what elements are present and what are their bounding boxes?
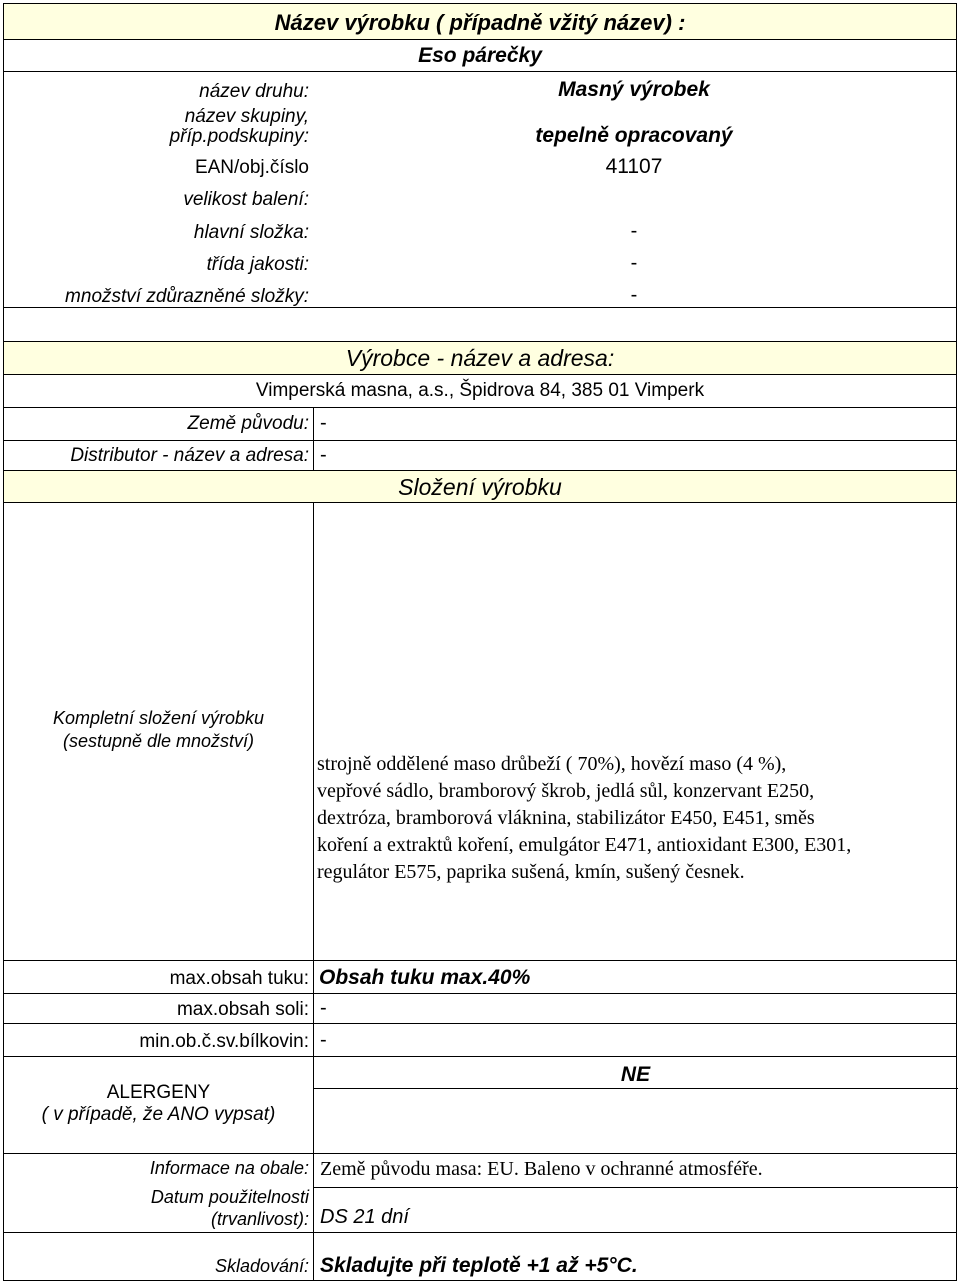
title-row — [3, 3, 957, 40]
fat-row — [3, 961, 957, 994]
composition-line: strojně oddělené maso drůbeží ( 70%), hovězí maso (4 %), — [317, 753, 787, 775]
composition-title: Složení výrobku — [398, 474, 562, 500]
spacer-row — [3, 308, 957, 342]
composition-text — [317, 751, 851, 886]
package-label: velikost balení: — [183, 189, 309, 210]
protein-row — [3, 1024, 957, 1057]
info-block — [3, 72, 957, 308]
distributor-label: Distributor - název a adresa: — [70, 445, 309, 466]
date-label-1: Datum použitelnosti — [150, 1187, 309, 1207]
emphasis-value: - — [630, 284, 638, 306]
main-component-label: hlavní složka: — [193, 222, 309, 243]
type-label: název druhu: — [199, 81, 309, 102]
info-label: Informace na obale: — [149, 1158, 309, 1178]
product-name: Eso párečky — [418, 44, 542, 67]
group-label-2: příp.podskupiny: — [169, 126, 309, 147]
salt-row — [3, 994, 957, 1024]
composition-line: dextróza, bramborová vláknina, stabilizátor E450, E451, směs — [317, 807, 815, 829]
producer-title-row — [3, 342, 957, 375]
info-value: Země původu masa: EU. Baleno v ochranné atmosféře. — [320, 1158, 763, 1180]
allergens-label-1: ALERGENY — [106, 1082, 211, 1103]
distributor-row — [3, 441, 957, 471]
ean-label: EAN/obj.číslo — [194, 157, 309, 178]
salt-value: - — [320, 997, 327, 1019]
origin-value: - — [320, 412, 327, 434]
quality-label: třída jakosti: — [206, 254, 309, 275]
quality-value: - — [630, 252, 638, 274]
main-component-value: - — [630, 220, 638, 242]
composition-line: regulátor E575, paprika sušená, kmín, sušený česnek. — [317, 861, 745, 883]
info-row — [3, 1154, 957, 1187]
salt-label: max.obsah soli: — [176, 999, 309, 1020]
emphasis-label: množství zdůrazněné složky: — [65, 286, 309, 307]
composition-title-row — [3, 471, 957, 503]
type-value: Masný výrobek — [558, 78, 710, 101]
date-label-2: (trvanlivost): — [210, 1209, 309, 1229]
composition-line: vepřové sádlo, bramborový škrob, jedlá sůl, konzervant E250, — [317, 780, 815, 802]
protein-value: - — [320, 1029, 327, 1051]
producer-title: Výrobce - název a adresa: — [345, 345, 615, 371]
producer-address: Vimperská masna, a.s., Špidrova 84, 385 01 Vimperk — [255, 380, 705, 401]
date-value: DS 21 dní — [320, 1206, 409, 1228]
protein-label: min.ob.č.sv.bílkovin: — [139, 1031, 309, 1052]
page-title: Název výrobku ( případně vžitý název) : — [274, 10, 686, 35]
fat-value: Obsah tuku max.40% — [319, 966, 531, 989]
composition-line: koření a extraktů koření, emulgátor E471, antioxidant E300, E301, — [317, 834, 852, 856]
product-name-row — [3, 40, 957, 72]
allergens-block — [3, 1057, 957, 1154]
composition-block — [3, 503, 957, 961]
ean-value: 41107 — [605, 155, 663, 178]
storage-label: Skladování: — [214, 1256, 309, 1276]
allergens-value: NE — [620, 1063, 651, 1086]
allergens-label-2: ( v případě, že ANO vypsat) — [41, 1104, 276, 1125]
origin-row — [3, 408, 957, 441]
fat-label: max.obsah tuku: — [169, 968, 309, 989]
date-row — [3, 1187, 957, 1233]
composition-label-2: (sestupně dle množství) — [62, 731, 255, 751]
composition-label-1: Kompletní složení výrobku — [52, 708, 265, 728]
group-label-1: název skupiny, — [184, 106, 309, 127]
origin-label: Země původu: — [187, 413, 309, 434]
storage-row — [3, 1233, 957, 1281]
distributor-value: - — [320, 444, 327, 466]
group-value: tepelně opracovaný — [535, 124, 733, 147]
producer-address-row — [3, 375, 957, 408]
storage-value: Skladujte při teplotě +1 až +5°C. — [320, 1254, 638, 1277]
